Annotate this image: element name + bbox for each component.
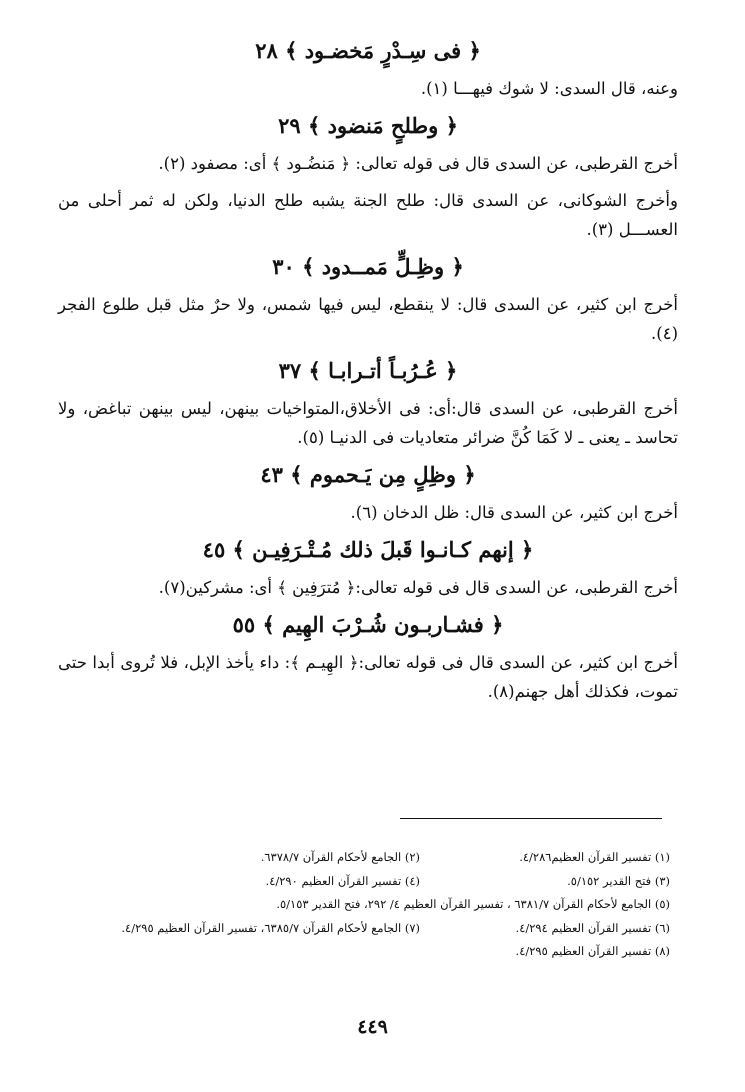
paragraph: وأخرج الشوكانى، عن السدى قال: طلح الجنة يشبه طلح الدنيا، ولكن له ثمر أحلى من العســـل (٣). [58, 191, 678, 239]
footnote-divider [400, 818, 662, 819]
footnote-row [64, 917, 670, 941]
section [58, 610, 678, 706]
footnote-row [64, 870, 670, 894]
paragraph: أخرج ابن كثير، عن السدى قال فى قوله تعالى:﴿ الهِيـم ﴾: داء يأخذ الإبل، فلا تُروى أبدا حتى تموت، فكذلك أهل جهنم(٨). [58, 653, 678, 701]
page-body [58, 36, 678, 714]
verse-heading: ﴿ وظِلٍ مِن يَـحموم ﴾ ٤٣ [260, 462, 476, 487]
footnote: (٧) الجامع لأحكام القرآن ٦٣٨٥/٧، تفسير القرآن العظيم ٤/٢٩٥. [121, 920, 420, 935]
verse-heading: ﴿ فى سِـدْرٍ مَخضـود ﴾ ٢٨ [255, 38, 481, 63]
verse-heading: ﴿ عُـرُبـاً أتـرابـا ﴾ ٣٧ [278, 358, 458, 383]
verse-heading: ﴿ فشـاربـون شُـرْبَ الهِيم ﴾ ٥٥ [232, 612, 504, 637]
footnote: (٥) الجامع لأحكام القرآن ٦٣٨١/٧ ، تفسير القرآن العظيم ٤/ ٢٩٢، فتح القدير ٥/١٥٣. [276, 897, 670, 911]
section [58, 111, 678, 244]
paragraph: وعنه، قال السدى: لا شوك فيهـــا (١). [420, 79, 678, 98]
section [58, 356, 678, 452]
footnote: (٦) تفسير القرآن العظيم ٤/٢٩٤. [515, 920, 670, 935]
verse-heading: ﴿ وظِـلٍّ مَمــدود ﴾ ٣٠ [272, 254, 464, 279]
paragraph: أخرج ابن كثير، عن السدى قال: ظل الدخان (٦). [350, 503, 678, 522]
paragraph: أخرج القرطبى، عن السدى قال فى قوله تعالى:﴿ مُترَفِين ﴾ أى: مشركين(٧). [158, 578, 678, 597]
section [58, 460, 678, 527]
paragraph: أخرج القرطبى، عن السدى قال:أى: فى الأخلاق،المتواخيات بينهن، ليس بينهن تباغض، ولا تحاسد ـ يعنى ـ لا كَمَا كُنَّ ضرائر متعاديات فى الدنيـا (٥). [58, 399, 678, 447]
footnote: (٤) تفسير القرآن العظيم ٤/٢٩٠. [265, 873, 420, 888]
footnotes [64, 846, 670, 964]
footnote: (٢) الجامع لأحكام القرآن ٦٣٧٨/٧. [260, 850, 420, 864]
section [58, 535, 678, 602]
footnote: (١) تفسير القرآن العظيم٤/٢٨٦. [519, 850, 670, 864]
footnote-row [64, 893, 670, 917]
verse-heading: ﴿ إنهم كـانـوا قَبلَ ذلك مُـتْـرَفِيـن ﴾ ٤٥ [202, 537, 534, 562]
paragraph: أخرج ابن كثير، عن السدى قال: لا ينقطع، ليس فيها شمس، ولا حرٌ مثل قبل طلوع الفجر (٤). [58, 295, 678, 343]
footnote-row [64, 846, 670, 870]
section [58, 36, 678, 103]
verse-heading: ﴿ وطلحٍ مَنضود ﴾ ٢٩ [278, 113, 458, 138]
footnote: (٨) تفسير القرآن العظيم ٤/٢٩٥. [515, 944, 670, 958]
paragraph: أخرج القرطبى، عن السدى قال فى قوله تعالى: ﴿ مَنضُـود ﴾ أى: مصفود (٢). [158, 154, 678, 173]
section [58, 252, 678, 348]
page-number: ٤٤٩ [357, 1016, 388, 1038]
footnote-row [64, 940, 670, 964]
footnote: (٣) فتح القدير ٥/١٥٢. [567, 873, 670, 888]
